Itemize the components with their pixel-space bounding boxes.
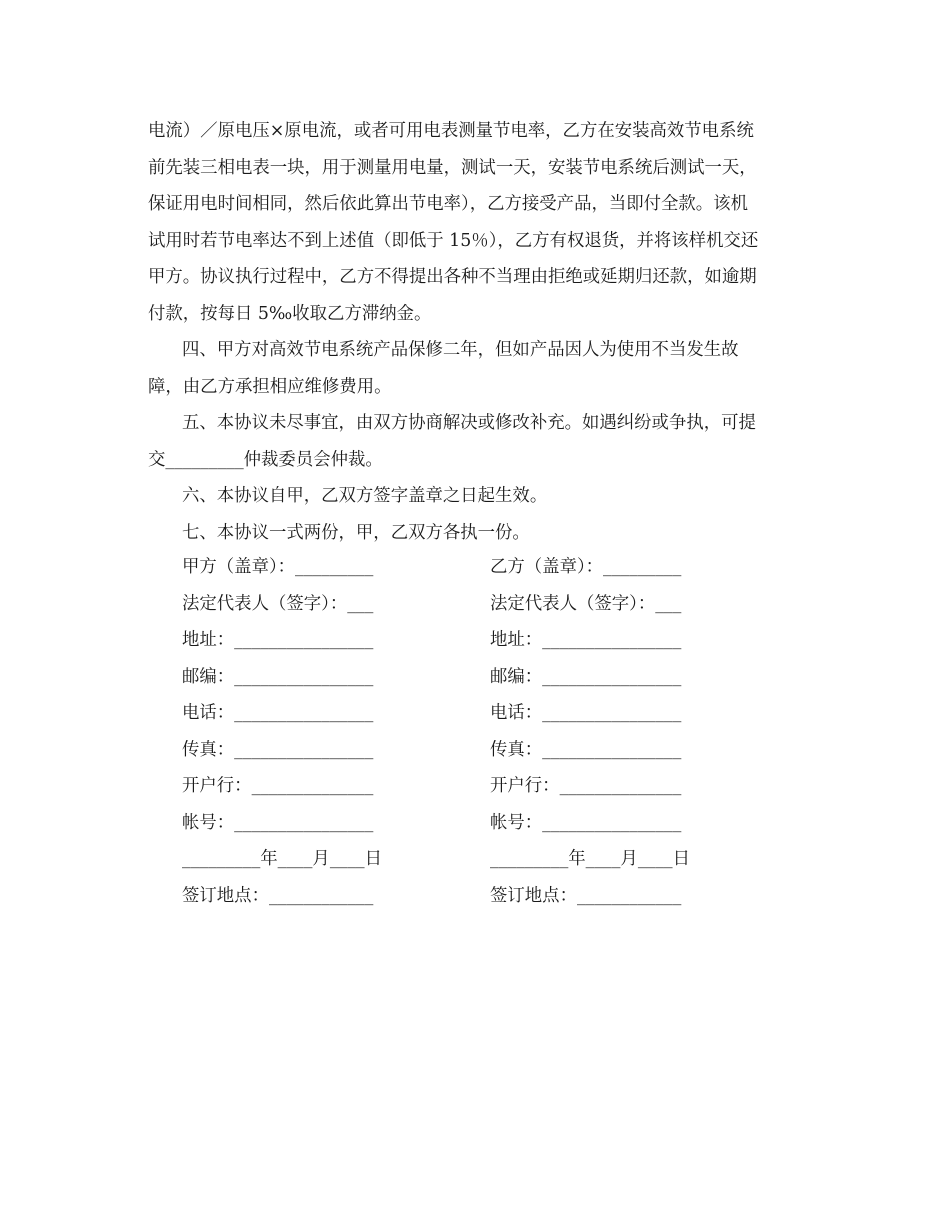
clause-4-line: 四、甲方对高效节电系统产品保修二年，但如产品因人为使用不当发生故: [182, 340, 739, 360]
party-b-phone: 电话：________________: [490, 703, 682, 723]
agreement-body: [148, 113, 808, 551]
body-line: 保证用电时间相同，然后依此算出节电率），乙方接受产品，当即付全款。该机: [148, 194, 748, 214]
party-b-postcode: 邮编：________________: [490, 666, 682, 687]
party-a-account: 帐号：________________: [182, 812, 374, 833]
body-line: 付款，按每日 5‰收取乙方滞纳金。: [148, 303, 432, 324]
party-b-legal-rep: 法定代表人（签字）：___: [490, 593, 682, 614]
clause-7-line: 七、本协议一式两份，甲，乙双方各执一份。: [182, 522, 530, 543]
body-line: 电流）／原电压×原电流，或者可用电表测量节电率，乙方在安装高效节电系统: [148, 121, 754, 141]
party-b-signing-place: 签订地点：____________: [490, 885, 682, 906]
signature-row-account: [182, 805, 742, 842]
party-b-bank: 开户行：______________: [490, 776, 682, 796]
party-a-bank: 开户行：______________: [182, 776, 374, 796]
party-b-seal: 乙方（盖章）：_________: [490, 557, 682, 577]
party-a-signing-place: 签订地点：____________: [182, 885, 374, 906]
party-b-address: 地址：________________: [490, 630, 682, 650]
party-a-address: 地址：________________: [182, 630, 374, 650]
signature-row-bank: [182, 768, 742, 805]
signature-row-seal: [182, 549, 742, 586]
body-line: 甲方。协议执行过程中，乙方不得提出各种不当理由拒绝或延期归还款，如逾期: [148, 267, 757, 287]
signature-row-place: [182, 878, 742, 915]
body-line: 试用时若节电率达不到上述值（即低于 15％），乙方有权退货，并将该样机交还: [148, 230, 759, 251]
clause-5-line: 交_________仲裁委员会仲裁。: [148, 449, 383, 470]
signature-row-phone: [182, 695, 742, 732]
body-line: 前先装三相电表一块，用于测量用电量，测试一天，安装节电系统后测试一天，: [148, 157, 757, 178]
clause-4-line: 障，由乙方承担相应维修费用。: [148, 376, 392, 397]
signature-row-address: [182, 622, 742, 659]
signature-row-date: [182, 841, 742, 878]
party-a-seal: 甲方（盖章）：_________: [182, 557, 374, 577]
party-a-phone: 电话：________________: [182, 703, 374, 723]
signature-block: [182, 549, 742, 914]
signature-row-legal-rep: [182, 586, 742, 623]
party-a-fax: 传真：________________: [182, 739, 374, 760]
clause-6-line: 六、本协议自甲，乙双方签字盖章之日起生效。: [182, 486, 548, 506]
party-b-date: _________年____月____日: [490, 849, 690, 869]
party-a-postcode: 邮编：________________: [182, 666, 374, 687]
party-b-account: 帐号：________________: [490, 812, 682, 833]
signature-row-postcode: [182, 659, 742, 696]
party-a-date: _________年____月____日: [182, 849, 382, 869]
clause-5-line: 五、本协议未尽事宜，由双方协商解决或修改补充。如遇纠纷或争执，可提: [182, 413, 756, 433]
party-b-fax: 传真：________________: [490, 739, 682, 760]
party-a-legal-rep: 法定代表人（签字）：___: [182, 593, 374, 614]
signature-row-fax: [182, 732, 742, 769]
